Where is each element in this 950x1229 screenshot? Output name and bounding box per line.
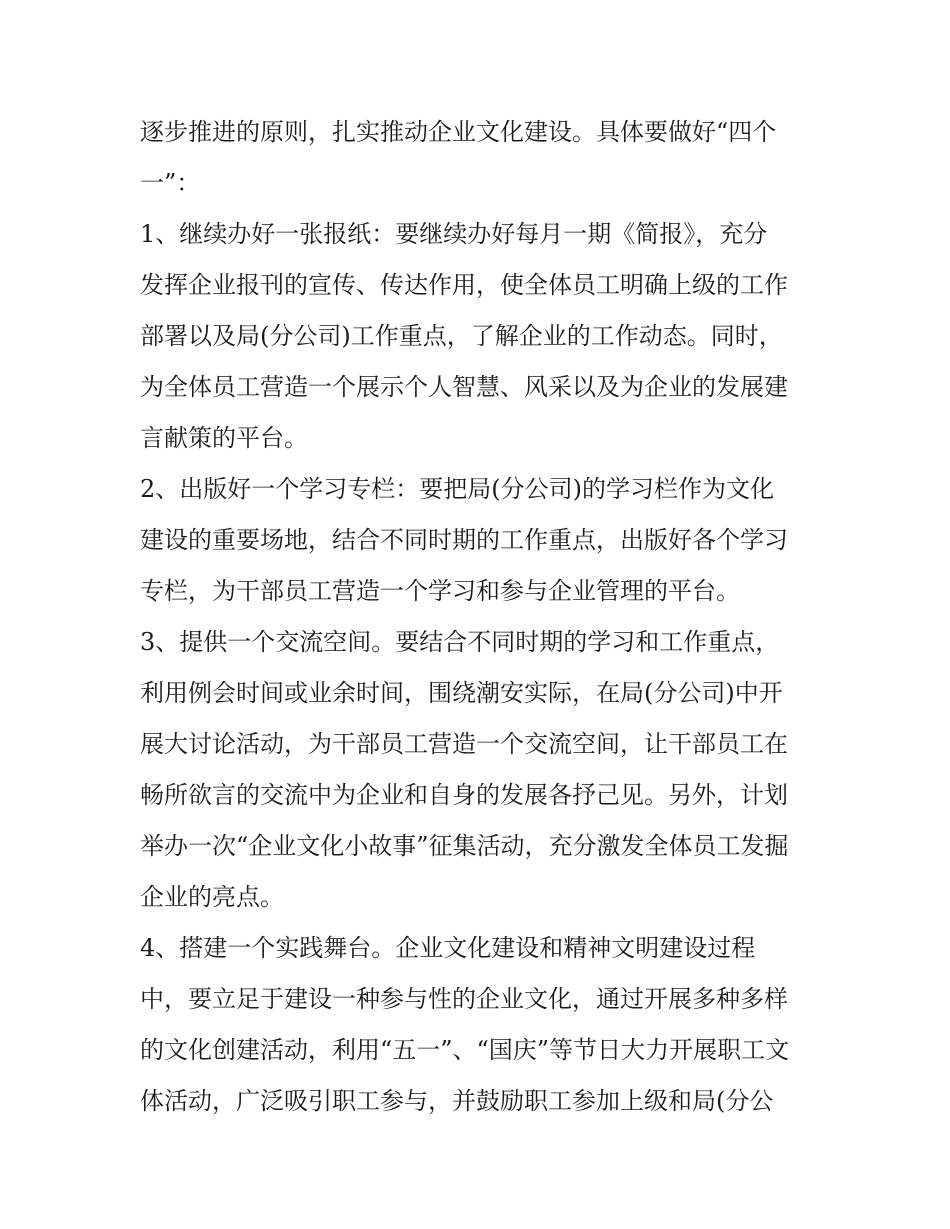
text-line: 畅所欲言的交流中为企业和自身的发展各抒己见。另外，计划 (140, 781, 788, 809)
text-line: 的文化创建活动，利用“五一”、“国庆”等节日大力开展职工文 (140, 1036, 790, 1064)
text-line: 3、提供一个交流空间。要结合不同时期的学习和工作重点， (140, 628, 780, 656)
document-body (140, 107, 820, 1127)
text-line: 逐步推进的原则，扎实推动企业文化建设。具体要做好“四个 (140, 118, 777, 146)
text-line: 中，要立足于建设一种参与性的企业文化，通过开展多种多样 (140, 985, 788, 1013)
text-line: 建设的重要场地，结合不同时期的工作重点，出版好各个学习 (140, 526, 788, 554)
text-line: 举办一次“企业文化小故事”征集活动，充分激发全体员工发掘 (140, 832, 789, 860)
text-line: 部署以及局(分公司)工作重点，了解企业的工作动态。同时， (140, 322, 783, 350)
text-line: 体活动，广泛吸引职工参与，并鼓励职工参加上级和局(分公 (140, 1087, 774, 1115)
text-line: 展大讨论活动，为干部员工营造一个交流空间，让干部员工在 (140, 730, 788, 758)
text-line: 企业的亮点。 (140, 883, 284, 911)
text-line: 利用例会时间或业余时间，围绕潮安实际，在局(分公司)中开 (140, 679, 783, 707)
text-line: 发挥企业报刊的宣传、传达作用，使全体员工明确上级的工作 (140, 271, 788, 299)
text-line: 1、继续办好一张报纸：要继续办好每月一期《简报》，充分 (140, 220, 768, 248)
text-line: 4、搭建一个实践舞台。企业文化建设和精神文明建设过程 (140, 934, 756, 962)
text-line: 专栏，为干部员工营造一个学习和参与企业管理的平台。 (140, 577, 740, 605)
text-line: 为全体员工营造一个展示个人智慧、风采以及为企业的发展建 (140, 373, 788, 401)
text-line: 2、出版好一个学习专栏：要把局(分公司)的学习栏作为文化 (140, 475, 774, 503)
text-line: 一”： (140, 169, 201, 197)
text-line: 言献策的平台。 (140, 424, 308, 452)
